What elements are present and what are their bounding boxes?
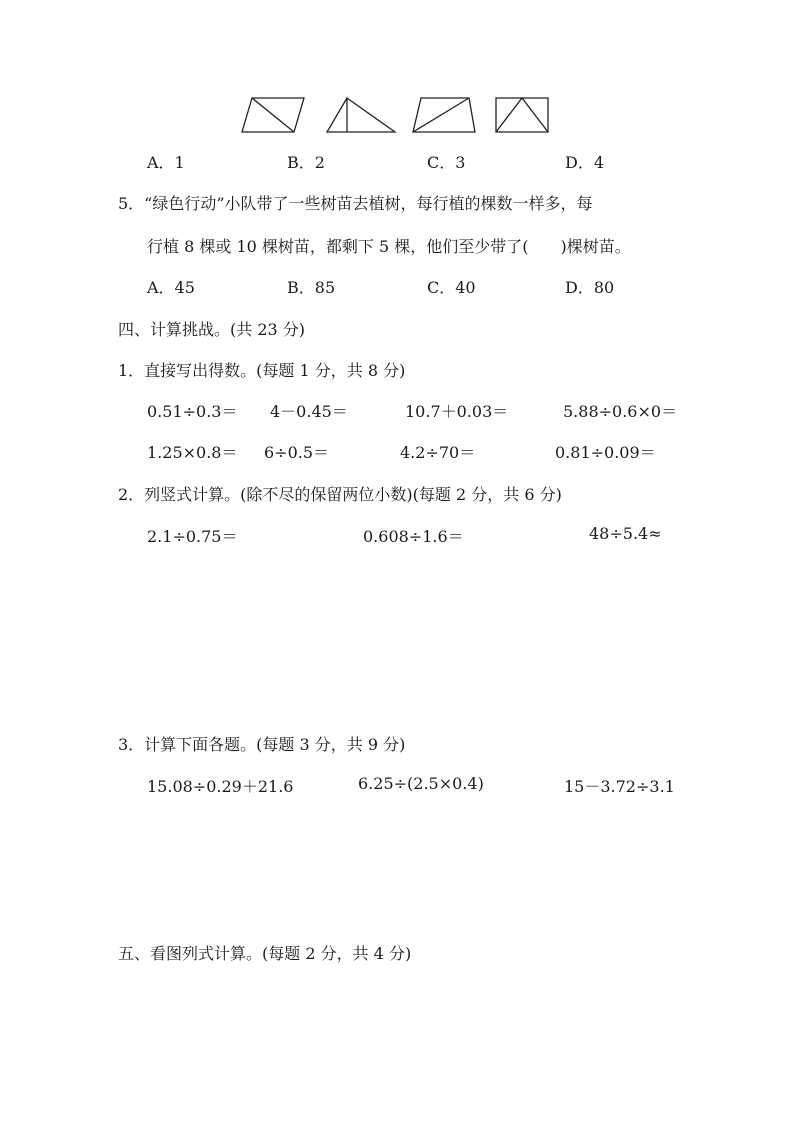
parallelogram-icon — [240, 96, 306, 134]
calc-2-4: 0.81÷0.09＝ — [555, 443, 656, 462]
trapezoid-icon — [411, 96, 477, 134]
calc-1-3: 10.7＋0.03＝ — [405, 402, 509, 421]
vertical-calc-3: 48÷5.4≈ — [589, 524, 662, 543]
section-4-title: 四、计算挑战。(共 23 分) — [118, 320, 306, 339]
figure-rectangle — [494, 96, 550, 134]
mixed-calc-1: 15.08÷0.29＋21.6 — [147, 777, 294, 796]
vertical-calc-1: 2.1÷0.75＝ — [147, 527, 238, 546]
triangle-icon — [325, 96, 397, 134]
q5-option-d[interactable]: D．80 — [565, 278, 615, 297]
calc-2-3: 4.2÷70＝ — [400, 443, 476, 462]
q5-text-line-1: 5．“绿色行动”小队带了一些树苗去植树，每行植的棵数一样多，每 — [118, 194, 593, 213]
mixed-calc-3: 15－3.72÷3.1 — [564, 777, 675, 796]
q5-option-b[interactable]: B．85 — [287, 278, 336, 297]
figure-trapezoid — [411, 96, 477, 134]
calc-2-1: 1.25×0.8＝ — [147, 443, 238, 462]
sub-1-title: 1．直接写出得数。(每题 1 分，共 8 分) — [118, 361, 406, 380]
sub-2-title: 2．列竖式计算。(除不尽的保留两位小数)(每题 2 分，共 6 分) — [118, 485, 562, 504]
q4-option-d[interactable]: D．4 — [565, 153, 605, 172]
q4-option-c[interactable]: C．3 — [427, 153, 466, 172]
figure-triangle — [325, 96, 397, 134]
mixed-calc-2: 6.25÷(2.5×0.4) — [358, 774, 484, 793]
rectangle-icon — [494, 96, 550, 134]
section-5-title: 五、看图列式计算。(每题 2 分，共 4 分) — [118, 944, 412, 963]
q5-option-a[interactable]: A．45 — [147, 278, 195, 297]
calc-2-2: 6÷0.5＝ — [264, 443, 330, 462]
figure-parallelogram — [240, 96, 306, 134]
sub-3-title: 3．计算下面各题。(每题 3 分，共 9 分) — [118, 735, 406, 754]
q5-option-c[interactable]: C．40 — [427, 278, 476, 297]
calc-1-1: 0.51÷0.3＝ — [147, 402, 238, 421]
q4-option-a[interactable]: A．1 — [147, 153, 185, 172]
q5-text-line-2: 行植 8 棵或 10 棵树苗，都剩下 5 棵，他们至少带了( )棵树苗。 — [147, 237, 631, 256]
vertical-calc-2: 0.608÷1.6＝ — [363, 527, 464, 546]
q4-option-b[interactable]: B．2 — [287, 153, 325, 172]
calc-1-4: 5.88÷0.6×0＝ — [563, 402, 678, 421]
calc-1-2: 4－0.45＝ — [270, 402, 348, 421]
